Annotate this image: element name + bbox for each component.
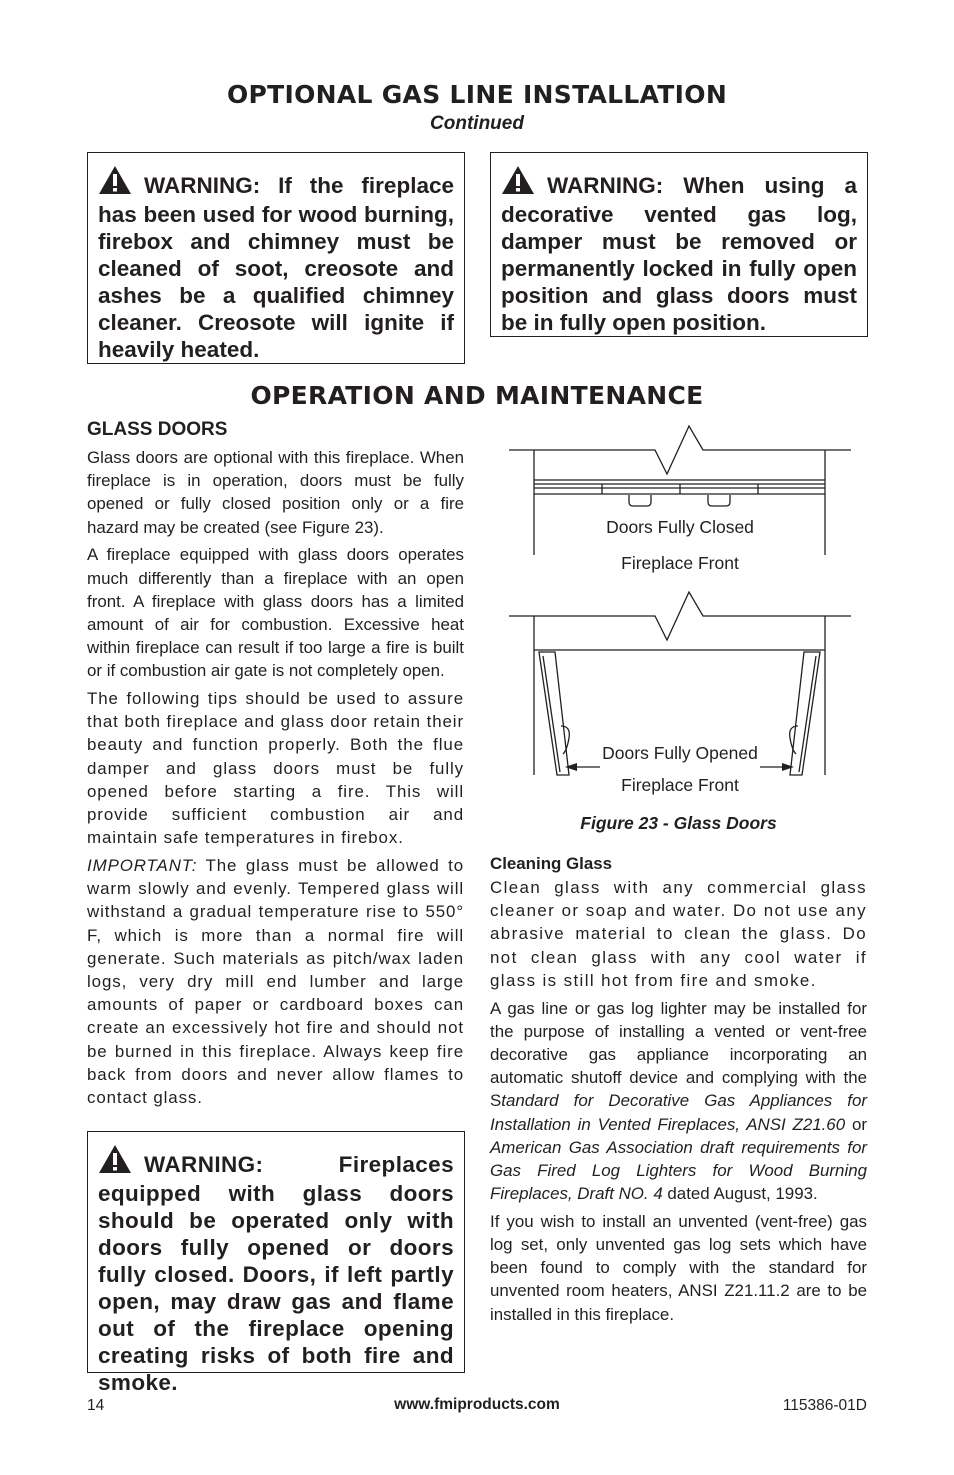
doors-closed-label: Doors Fully Closed (606, 517, 754, 537)
page-number: 14 (87, 1397, 105, 1414)
page-title: OPTIONAL GAS LINE INSTALLATION (226, 80, 728, 109)
paragraph: Clean glass with any commercial glass cleaner or soap and water. Do not use any abrasive material to clean the glass. Do not clean glass with any cool water if glass is still hot from fire and smoke. (490, 878, 867, 990)
warning-text: WARNING: Fireplaces equipped with glass doors should be operated only with doors fully opened or doors fully closed. Doors, if left partly open, may draw gas and flame out of the fireplace opening creating risks of both fire and smoke. (98, 1152, 454, 1395)
warning-box-glass-doors (87, 1131, 465, 1395)
document-number: 115386-01D (782, 1397, 867, 1414)
paragraph: A fireplace equipped with glass doors operates much differently than a fireplace with an open front. A fireplace with glass doors has a limited amount of air for combustion. Excessive heat within fireplace can result if too large a fire is built or if combustion air gate is not completely open. (87, 545, 464, 681)
footer-url[interactable]: www.fmiproducts.com (394, 1396, 560, 1413)
cleaning-glass-body (490, 876, 867, 1330)
paragraph: If you wish to install an unvented (vent-free) gas log set, only unvented gas log sets which have been found to comply with the standard for unvented room heaters, ANSI Z21.11.2 are to be installed in this fireplace. (490, 1211, 867, 1324)
page-subtitle: Continued (430, 113, 524, 134)
warning-text: WARNING: When using a decorative vented gas log, damper must be removed or permanently locked in fully open position and glass doors must be in fully open position. (501, 173, 857, 335)
warning-icon (98, 1144, 132, 1180)
warning-box-wood-burning (87, 152, 465, 364)
warning-icon (98, 165, 132, 201)
cleaning-glass-heading: Cleaning Glass (490, 854, 613, 873)
paragraph: Glass doors are optional with this fireplace. When fireplace is in operation, doors must be fully opened or fully closed position only or a fire hazard may be created (see Figure 23). (87, 448, 464, 537)
figure-caption: Figure 23 - Glass Doors (580, 813, 777, 833)
fireplace-front-label: Fireplace Front (621, 553, 739, 573)
section-title: OPERATION AND MAINTENANCE (250, 381, 704, 410)
glass-doors-heading: GLASS DOORS (87, 419, 228, 440)
paragraph: A gas line or gas log lighter may be installed for the purpose of installing a vented or vent-free decorative gas appliance incorporating an automatic shutoff device and complying with the Standard for Decorative Gas Appliances for Installation in Vented Fireplaces, ANSI Z21.60 or American Gas Association draft requirements for Gas Fired Log Lighters for Wood Burning Fireplaces, Draft NO. 4 dated August, 1993. (490, 998, 867, 1204)
fireplace-front-label: Fireplace Front (621, 775, 739, 795)
doors-opened-label: Doors Fully Opened (602, 743, 758, 763)
warning-icon (501, 165, 535, 201)
paragraph (87, 854, 464, 1109)
warning-text: WARNING: If the fireplace has been used for wood burning, firebox and chimney must be cleaned of soot, creosote and ashes be a qualified chimney cleaner. Creosote will ignite if heavily heated. (98, 173, 454, 362)
paragraph: The following tips should be used to assure that both fireplace and glass door retain their beauty and function properly. Both the flue damper and glass doors must be fully opened before starting a fire. This will provide sufficient combustion air and maintain safe temperatures in firebox. (87, 689, 464, 848)
important-label: IMPORTANT: (87, 855, 198, 875)
important-text: The glass must be allowed to warm slowly and evenly. Tempered glass will withstand a gradual temperature rise to 550° F, which is more than a normal fire will generate. Such materials as pitch/wax laden logs, very dry mill end lumber and large amounts of paper or cardboard boxes can create an excessively hot fire and should not be burned in this fireplace. Always keep fire back from doors and never allow flames to contact glass. (87, 855, 464, 1107)
glass-doors-body (87, 446, 464, 1114)
warning-box-vented-log (490, 152, 868, 337)
